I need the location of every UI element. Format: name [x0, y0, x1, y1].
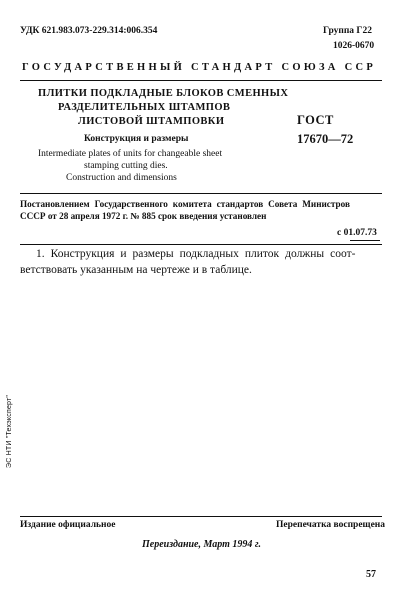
body-line-1: 1. Конструкция и размеры подкладных плиток должны соот- — [36, 248, 356, 260]
english-title-line-2: stamping cutting dies. — [84, 161, 168, 171]
title-rule — [20, 193, 382, 194]
reissue-note: Переиздание, Март 1994 г. — [142, 539, 261, 550]
english-title-line-3: Construction and dimensions — [66, 173, 177, 183]
decree-line-1: Постановлением Государственного комитета стандартов Совета Министров — [20, 199, 350, 209]
footer-rule — [20, 516, 382, 517]
gost-number: 17670—72 — [297, 132, 354, 146]
decree-rule — [20, 244, 382, 245]
page-number: 57 — [366, 569, 376, 580]
registration-code: 1026-0670 — [333, 41, 375, 51]
gost-label: ГОСТ — [297, 113, 334, 127]
title-line-1: ПЛИТКИ ПОДКЛАДНЫЕ БЛОКОВ СМЕННЫХ — [38, 88, 289, 99]
decree-line-2: СССР от 28 апреля 1972 г. № 885 срок введения установлен — [20, 211, 267, 221]
side-stamp: ЭС НТИ "Техэксперт" — [6, 394, 13, 468]
english-title-line-1: Intermediate plates of units for changeable sheet — [38, 149, 223, 159]
official-edition: Издание официальное — [20, 520, 116, 530]
title-line-2: РАЗДЕЛИТЕЛЬНЫХ ШТАМПОВ — [58, 102, 231, 113]
udk-code: УДК 621.983.073-229.314:006.354 — [20, 26, 158, 36]
reprint-prohibited: Перепечатка воспрещена — [276, 520, 386, 530]
title-subtitle: Конструкция и размеры — [84, 134, 189, 144]
effective-date-underline — [350, 240, 380, 241]
body-line-2: ветствовать указанным на чертеже и в таблице. — [20, 264, 252, 276]
state-standard-banner: ГОСУДАРСТВЕННЫЙ СТАНДАРТ СОЮЗА ССР — [22, 62, 377, 73]
effective-date: с 01.07.73 — [337, 228, 377, 238]
title-line-3: ЛИСТОВОЙ ШТАМПОВКИ — [78, 116, 225, 127]
group-code: Группа Г22 — [323, 26, 372, 36]
header-rule — [20, 80, 382, 81]
